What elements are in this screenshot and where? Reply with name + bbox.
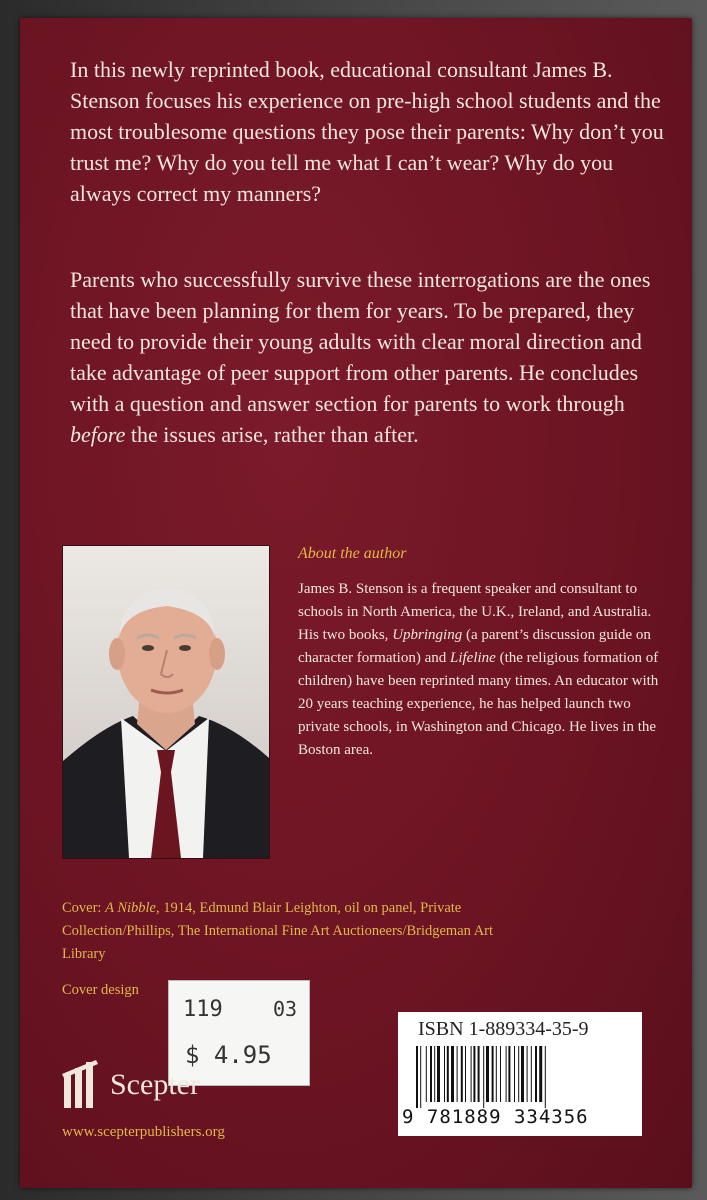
barcode-bar bbox=[426, 1046, 427, 1102]
barcode-digits: 9 781889 334356 bbox=[402, 1106, 589, 1128]
barcode-bar bbox=[486, 1046, 489, 1102]
barcode-bar bbox=[508, 1046, 510, 1102]
barcode-bar bbox=[434, 1046, 435, 1102]
blurb-paragraph-1: In this newly reprinted book, educational consultant James B. Stenson focuses his experience on pre-high school students and the most troublesome questions they pose their parents: Why don’t you trust me? Why do you tell me what I can’t wear? Why do you always correct my manners? bbox=[70, 57, 664, 206]
barcode-bar bbox=[444, 1046, 445, 1102]
sticker-price: $ 4.95 bbox=[185, 1041, 272, 1069]
barcode-bar bbox=[437, 1046, 440, 1102]
cover-design-credit: Cover design bbox=[62, 982, 139, 998]
credit-details: , 1914, Edmund Blair Leighton, oil on panel, Private Collection/Phillips, The International Fine Art Auctioneers/Bridgeman Art Library bbox=[62, 900, 494, 962]
about-author-heading: About the author bbox=[298, 545, 407, 562]
barcode-bar bbox=[447, 1046, 449, 1102]
about-text-part: James B. Stenson is a frequent speaker and consultant to schools in North America, the U.K., Ireland, and Australia. His two books, bbox=[298, 581, 652, 643]
barcode-bar bbox=[465, 1046, 466, 1102]
credit-label: Cover: bbox=[62, 900, 106, 916]
blurb-text: Parents who successfully survive these interrogations are the ones that have been planning for them for years. To be prepared, they need to provide their young adults with clear moral direction and take advantage of peer support from other parents. He concludes with a question and answer section for parents to work through bbox=[70, 267, 651, 416]
barcode-bar bbox=[521, 1046, 524, 1102]
barcode-bar bbox=[473, 1046, 475, 1102]
barcode-bar bbox=[430, 1046, 432, 1102]
about-text-part: (the religious formation of children) have been reprinted many times. An educator with 20 years teaching experience, he has helped launch two private schools, in Washington and Chicago. He lives in the Boston area. bbox=[298, 650, 659, 758]
author-photo bbox=[62, 545, 270, 859]
barcode-bar bbox=[496, 1046, 497, 1102]
barcode-bar bbox=[535, 1046, 537, 1102]
about-author-text bbox=[298, 578, 668, 762]
isbn-barcode bbox=[398, 1012, 642, 1136]
barcode-bar bbox=[483, 1046, 484, 1108]
barcode-bar bbox=[478, 1046, 480, 1102]
barcode-bar bbox=[539, 1046, 542, 1102]
scepter-logo-icon bbox=[62, 1060, 104, 1110]
blurb-text-end: the issues arise, rather than after. bbox=[125, 422, 419, 447]
cover-credit bbox=[62, 897, 532, 966]
barcode-bar bbox=[518, 1046, 519, 1102]
barcode-bar bbox=[545, 1046, 546, 1108]
barcode-bar bbox=[514, 1046, 515, 1102]
barcode-bar bbox=[420, 1046, 421, 1108]
barcode-bar bbox=[531, 1046, 532, 1102]
barcode-bar bbox=[500, 1046, 501, 1102]
barcode-bar bbox=[451, 1046, 454, 1102]
book-title: Upbringing bbox=[392, 627, 463, 643]
barcode-bar bbox=[527, 1046, 528, 1102]
barcode-bar bbox=[471, 1046, 472, 1102]
barcode-bar bbox=[457, 1046, 458, 1102]
publisher-name: Scepter bbox=[110, 1068, 200, 1101]
painting-title: A Nibble bbox=[105, 900, 156, 916]
isbn-number: ISBN 1-889334-35-9 bbox=[418, 1018, 589, 1040]
book-title: Lifeline bbox=[450, 650, 496, 666]
about-text-part: (a parent’s discussion guide on character formation) and bbox=[298, 627, 651, 666]
sticker-code: 119 bbox=[183, 997, 223, 1022]
barcode-bar bbox=[416, 1046, 418, 1108]
blurb-paragraph-2 bbox=[70, 264, 670, 450]
barcode-bar bbox=[492, 1046, 494, 1102]
barcode-bar bbox=[506, 1046, 507, 1102]
author-portrait-illustration bbox=[63, 546, 269, 858]
blurb-emphasis: before bbox=[70, 422, 126, 447]
barcode-bar bbox=[461, 1046, 463, 1102]
sticker-code-2: 03 bbox=[273, 997, 298, 1021]
publisher-url: www.scepterpublishers.org bbox=[62, 1124, 225, 1140]
publisher-logo bbox=[62, 1060, 302, 1110]
